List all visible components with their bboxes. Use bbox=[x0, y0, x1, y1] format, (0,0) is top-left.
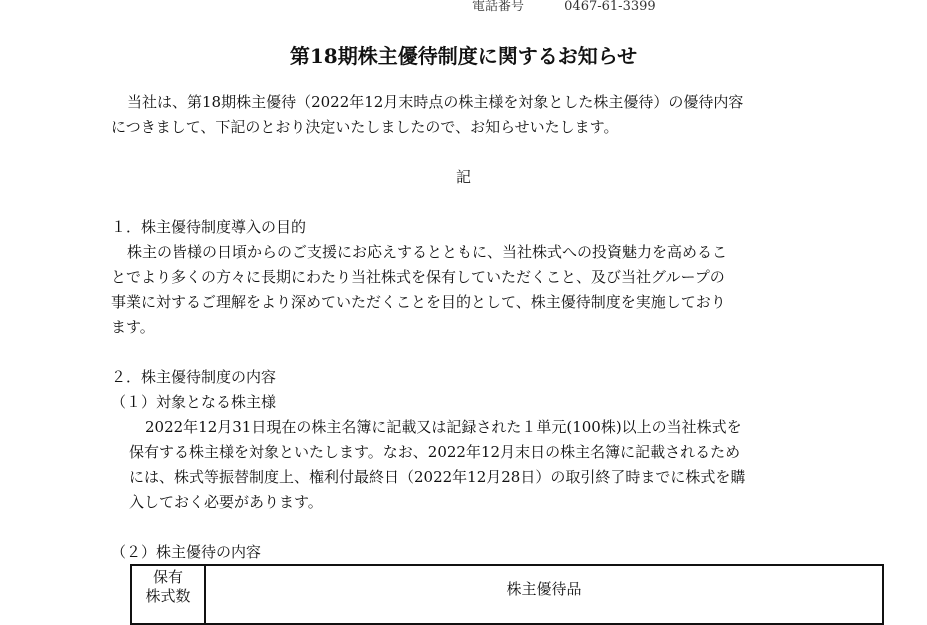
benefit-table bbox=[130, 564, 884, 625]
section1-line-1: 株主の皆様の日頃からのご支援にお応えするとともに、当社株式への投資魅力を高めるこ bbox=[127, 243, 728, 261]
section1-heading: １．株主優待制度導入の目的 bbox=[111, 218, 307, 236]
ki-marker: 記 bbox=[455, 168, 471, 186]
page-title: 第18期株主優待制度に関するお知らせ bbox=[289, 44, 638, 68]
phone-info bbox=[472, 0, 656, 14]
sub1-line-4: 入しておく必要があります。 bbox=[129, 493, 323, 511]
section2-heading: ２．株主優待制度の内容 bbox=[111, 368, 277, 386]
table-header-holdings bbox=[131, 565, 205, 624]
holdings-label-line-1: 保有 bbox=[152, 568, 183, 586]
table-header-benefit: 株主優待品 bbox=[205, 565, 883, 624]
section1-line-3: 事業に対するご理解をより深めていただくことを目的として、株主優待制度を実施しており bbox=[111, 293, 726, 311]
sub1-line-1: 2022年12月31日現在の株主名簿に記載又は記録された１単元(100株)以上の当社株式を bbox=[145, 418, 742, 436]
phone-number: 0467-61-3399 bbox=[564, 0, 656, 14]
sub1-line-2: 保有する株主様を対象といたします。なお、2022年12月末日の株主名簿に記載されるため bbox=[129, 443, 741, 461]
intro-line-2: につきまして、下記のとおり決定いたしましたので、お知らせいたします。 bbox=[111, 118, 619, 136]
intro-line-1: 当社は、第18期株主優待（2022年12月末時点の株主様を対象とした株主優待）の優待内容 bbox=[127, 93, 744, 111]
section1-line-4: ます。 bbox=[111, 318, 155, 336]
sub1-line-3: には、株式等振替制度上、権利付最終日（2022年12月28日）の取引終了時までに株式を購 bbox=[129, 468, 746, 486]
holdings-label-line-2: 株式数 bbox=[145, 587, 191, 605]
section1-line-2: とでより多くの方々に長期にわたり当社株式を保有していただくこと、及び当社グループの bbox=[111, 268, 725, 286]
sub1-heading: （１）対象となる株主様 bbox=[111, 393, 277, 411]
phone-label: 電話番号 bbox=[472, 0, 525, 14]
table-header-row bbox=[131, 565, 883, 624]
sub2-heading: （２）株主優待の内容 bbox=[111, 543, 262, 561]
